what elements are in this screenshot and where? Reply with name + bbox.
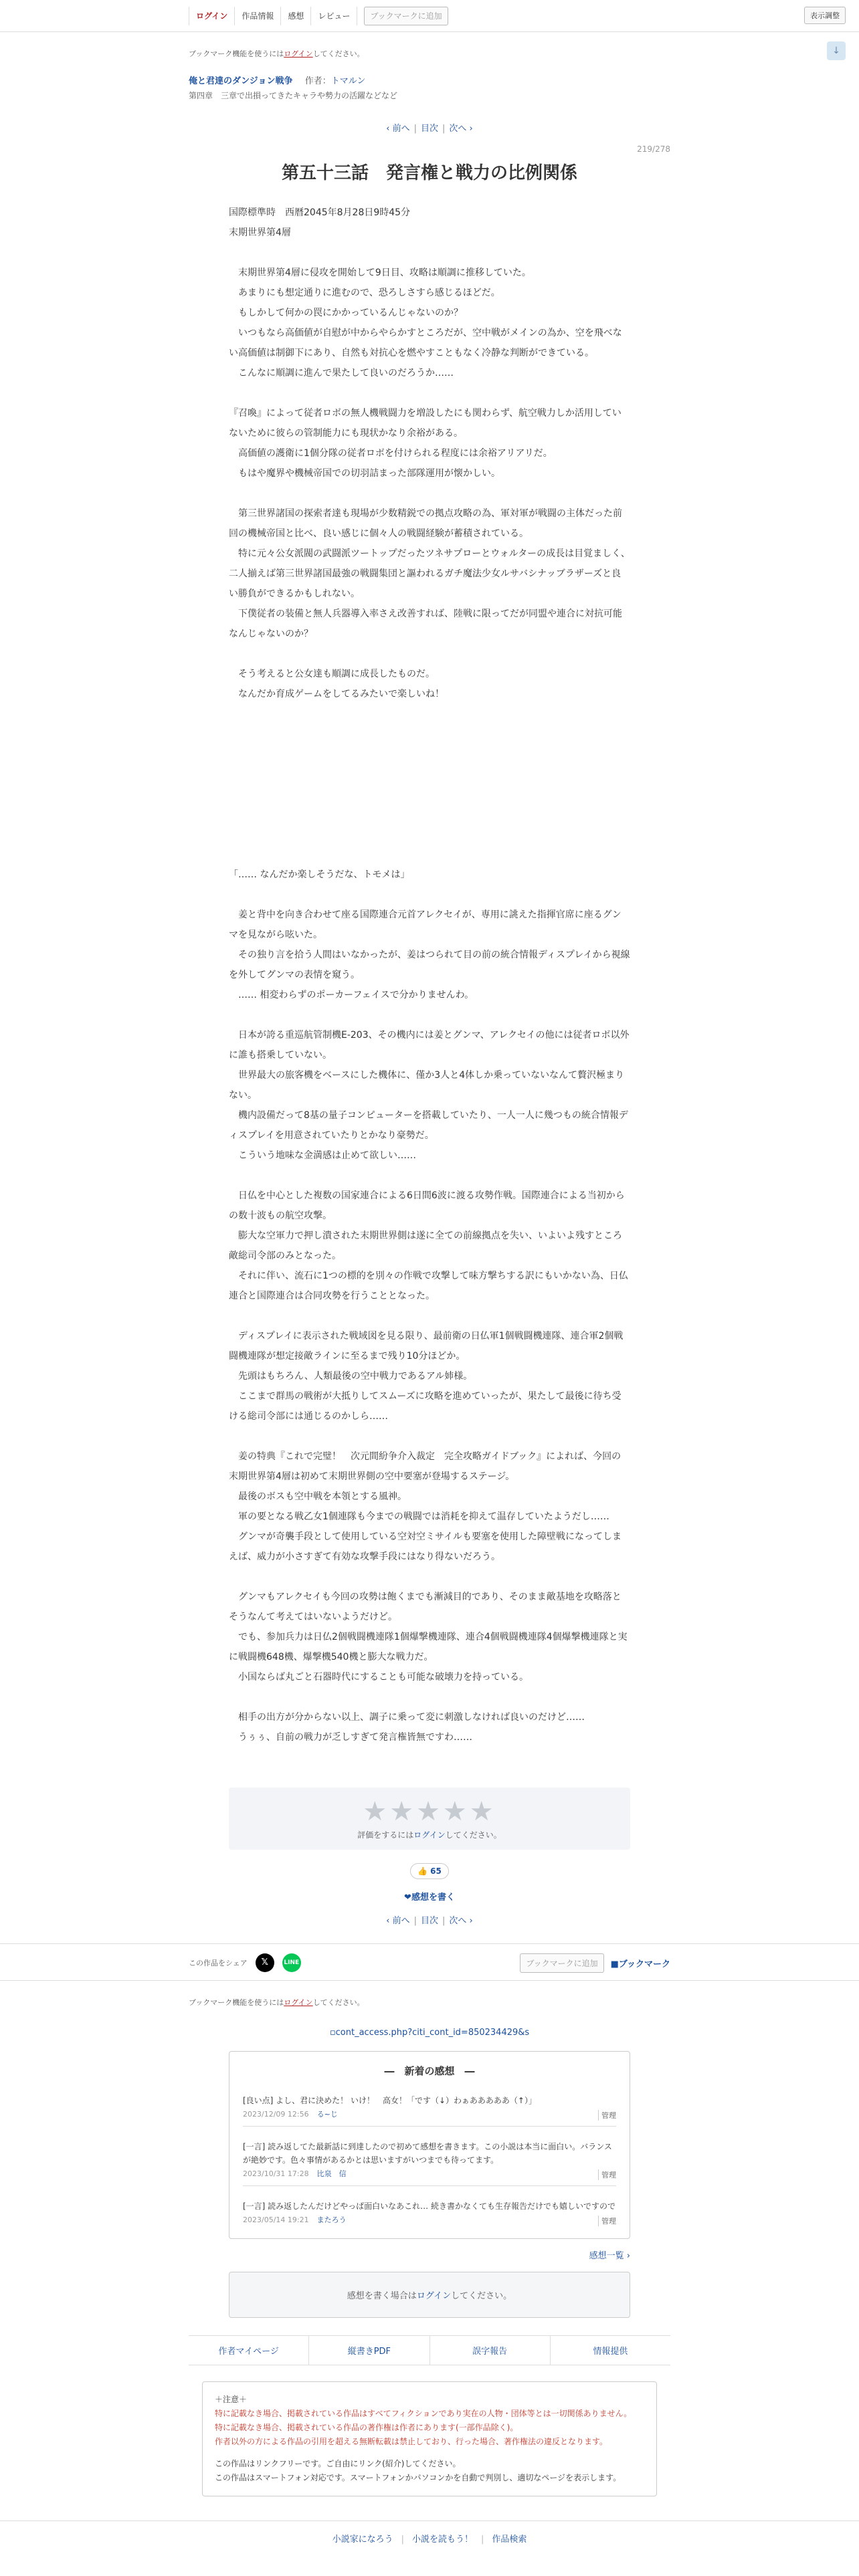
impression-manage-button[interactable]: 管理 xyxy=(598,2169,616,2180)
impressions-list-link[interactable]: 感想一覧 › xyxy=(589,2251,630,2261)
impression-item xyxy=(243,2136,616,2186)
body-paragraph: 末期世界第4層に侵攻を開始して9日目、攻略は順調に推移していた。 xyxy=(229,267,531,278)
novel-body xyxy=(229,203,630,1747)
body-paragraph: 機内設備だって8基の量子コンピューターを搭載していたり、一人一人に幾つもの統合情報ディスプレイを用意されていたりとかなり豪勢だ。 xyxy=(229,1110,628,1141)
body-paragraph xyxy=(229,704,630,724)
body-paragraph: 下僕従者の装備と無人兵器導入率さえ改善すれば、陸戦に限ってだが同盟や連合に対抗可能なんじゃないのか？ xyxy=(229,609,622,639)
like-button[interactable] xyxy=(410,1863,449,1879)
body-paragraph xyxy=(229,744,630,764)
vertical-pdf-link[interactable]: 縦書きPDF xyxy=(309,2336,430,2365)
impression-user-link[interactable]: またろう xyxy=(316,2216,347,2224)
body-paragraph: 膨大な空軍力で押し潰された末期世界側は遂に全ての前線拠点を失い、いよいよ残すところ敵総司令部のみとなった。 xyxy=(229,1230,622,1261)
bookmark-login-link-bottom[interactable]: ログイン xyxy=(284,1998,313,2007)
display-settings-button[interactable]: 表示調整 xyxy=(804,7,846,24)
series-title-link[interactable]: 俺と君達のダンジョン戦争 xyxy=(189,76,293,86)
rating-login-link[interactable]: ログイン xyxy=(413,1830,446,1840)
body-paragraph: 日仏を中心とした複数の国家連合による6日間6波に渡る攻勢作戦。国際連合による当初からの数十波もの航空攻撃。 xyxy=(229,1190,625,1221)
toc-link[interactable]: 目次 xyxy=(420,124,438,134)
impressions-link[interactable]: 感想 xyxy=(281,7,311,25)
author-label: 作者： xyxy=(304,76,331,86)
body-paragraph: 国際標準時 西暦2045年8月28日9時45分 xyxy=(229,207,411,218)
body-paragraph xyxy=(229,1166,630,1186)
body-paragraph xyxy=(229,1687,630,1707)
impression-meta xyxy=(243,2214,616,2225)
write-impression-link[interactable]: ❤感想を書く xyxy=(404,1893,455,1903)
author-mypage-link[interactable]: 作者マイページ xyxy=(189,2336,309,2365)
impressions-box xyxy=(229,2051,630,2239)
body-paragraph: グンマが奇襲手段として使用している空対空ミサイルも要塞を使用した障壁戦になってしまえば、威力が小さすぎて有効な攻撃手段にはなり得ないだろう。 xyxy=(229,1531,622,1562)
impression-item xyxy=(243,2090,616,2127)
line-share-icon[interactable]: LINE xyxy=(282,1953,301,1972)
body-paragraph xyxy=(229,1426,630,1446)
add-bookmark-button-bottom[interactable]: ブックマークに追加 xyxy=(520,1953,603,1973)
impression-date: 2023/12/09 12:56 xyxy=(243,2110,309,2119)
footer-link-search[interactable]: 作品検索 xyxy=(492,2535,527,2545)
body-paragraph: 高価値の護衛に1個分隊の従者ロボを付けられる程度には余裕アリアリだ。 xyxy=(229,448,553,459)
body-paragraph: …… 相変わらずのポーカーフェイスで分かりませんわ。 xyxy=(229,990,474,1000)
caution-line-2: 特に記載なき場合、掲載されている作品の著作権は作者にあります(一部作品除く)。 xyxy=(215,2423,518,2432)
body-paragraph: もしかして何かの罠にかかっているんじゃないのか？ xyxy=(229,308,463,318)
like-area xyxy=(0,1863,859,1879)
bookmark-note-tail: してください。 xyxy=(312,49,365,58)
body-paragraph: そう考えると公女達も順調に成長したものだ。 xyxy=(229,669,435,679)
bookmark-login-link[interactable]: ログイン xyxy=(284,49,313,58)
impression-manage-button[interactable]: 管理 xyxy=(598,2216,616,2226)
bookmark-note-bottom xyxy=(189,1997,670,2008)
body-paragraph xyxy=(229,1306,630,1326)
caution-line-1: 特に記載なき場合、掲載されている作品はすべてフィクションであり実在の人物・団体等とは一切関係ありません。 xyxy=(215,2409,632,2418)
body-paragraph: 姜の特典『これで完璧！ 次元間紛争介入裁定 完全攻略ガイドブック』によれば、今回の末期世界第4層は初めて末期世界側の空中要塞が登場するステージ。 xyxy=(229,1451,622,1482)
body-paragraph: こんなに順調に進んで果たして良いのだろうか…… xyxy=(229,368,454,379)
body-paragraph: うぅぅ、自前の戦力が乏しすぎて発言権皆無ですわ…… xyxy=(229,1732,472,1743)
body-paragraph: グンマもアレクセイも今回の攻勢は飽くまでも漸減目的であり、そのまま敵基地を攻略落とそうなんて考えてはいないようだけど。 xyxy=(229,1592,622,1622)
like-count: 65 xyxy=(430,1866,442,1876)
bookmark-note xyxy=(189,48,670,59)
impression-item xyxy=(243,2195,616,2232)
image-alt-text: cont_access.php?citi_cont_id=850234429&s xyxy=(335,2028,530,2038)
impression-date: 2023/05/14 19:21 xyxy=(243,2216,309,2224)
body-paragraph: こういう地味な金満感は止めて欲しい…… xyxy=(229,1150,416,1161)
body-paragraph: 日本が誇る重巡航管制機E-203、その機内には姜とグンマ、アレクセイの他には従者ロボ以外に誰も搭乗していない。 xyxy=(229,1030,630,1061)
impression-text: [一言] 読み返してた最新話に到達したので初めて感想を書きます。この小説は本当に面白い。バランスが絶妙です。色々事情があるかとは思いますがいつまでも待ってます。 xyxy=(243,2142,612,2165)
toc-link-bottom[interactable]: 目次 xyxy=(420,1916,438,1926)
body-paragraph xyxy=(229,1005,630,1025)
body-paragraph xyxy=(229,383,630,403)
lower-nav xyxy=(189,2335,670,2365)
rating-post: してください。 xyxy=(445,1830,502,1840)
body-paragraph xyxy=(229,885,630,905)
body-paragraph: 末期世界第4層 xyxy=(229,227,291,238)
caution-box xyxy=(202,2381,657,2496)
body-paragraph: 小国ならば丸ごと石器時代にすることも可能な破壊力を持っている。 xyxy=(229,1672,529,1683)
body-paragraph xyxy=(229,243,630,263)
impression-meta xyxy=(243,2168,616,2179)
body-paragraph xyxy=(229,724,630,744)
write-box-post: してください。 xyxy=(451,2291,512,2301)
body-paragraph: 最後のボスも空中戦を本領とする風神。 xyxy=(229,1491,407,1502)
impression-meta xyxy=(243,2109,616,2119)
write-impression-box xyxy=(229,2272,630,2318)
chapter-title: 第四章 三章で出損ってきたキャラや勢力の活躍などなど xyxy=(189,91,398,100)
body-paragraph: あまりにも想定通りに進むので、恐ろしさすら感じるほどだ。 xyxy=(229,288,500,298)
share-bar xyxy=(0,1943,859,1981)
review-link[interactable]: レビュー xyxy=(311,7,357,25)
footer-link-narou[interactable]: 小説家になろう xyxy=(332,2535,393,2545)
caution-line-5: この作品はスマートフォン対応です。スマートフォンかパソコンかを自動で判別し、適切なページを表示します。 xyxy=(215,2473,622,2482)
info-report-link[interactable]: 情報提供 xyxy=(593,2347,628,2357)
body-paragraph: ここまで群馬の戦術が大抵りしてスムーズに攻略を進めていったが、果たして最後に待ち受ける総司令部には通じるのかしら…… xyxy=(229,1391,622,1422)
caution-line-4: この作品はリンクフリーです。ご自由にリンク(紹介)してください。 xyxy=(215,2459,461,2468)
write-box-pre: 感想を書く場合は xyxy=(347,2291,417,2301)
body-paragraph: 世界最大の旅客機をベースにした機体に、僅か3人と4体しか乗っていないなんて贅沢極まりない。 xyxy=(229,1070,625,1101)
prev-link-bottom[interactable]: ‹ 前へ xyxy=(386,1916,410,1926)
body-paragraph: 相手の出方が分からない以上、調子に乗って変に刺激しなければ良いのだけど…… xyxy=(229,1712,585,1723)
write-box-login-link[interactable]: ログイン xyxy=(416,2291,452,2301)
pager-top: ‹ 前へ | 目次 | 次へ › xyxy=(386,124,473,134)
bookmark-note-text-bottom: ブックマーク機能を使うには xyxy=(189,1998,284,2007)
body-paragraph xyxy=(229,484,630,504)
rating-box xyxy=(229,1788,630,1850)
bookmark-note-text: ブックマーク機能を使うには xyxy=(189,49,284,58)
caution-title: ＋注意＋ xyxy=(215,2395,248,2404)
body-paragraph: でも、参加兵力は日仏2個戦闘機連隊1個爆撃機連隊、連合4個戦闘機連隊4個爆撃機連隊と実に戦闘機648機、爆撃機540機と膨大な戦力だ。 xyxy=(229,1632,628,1662)
body-paragraph xyxy=(229,644,630,664)
body-paragraph: 特に元々公女派閥の武闘派ツートップだったツネサプローとウォルターの成長は目覚ましく、二人揃えば第三世界諸国最強の戦闘集団と謳われるガチ魔法少女ルサバシナッブラザーズと良い勝負ができるかもしれない。 xyxy=(229,548,630,599)
rating-text xyxy=(229,1829,630,1840)
bookmark-link[interactable]: ■ブックマーク xyxy=(610,1959,670,1969)
site-header xyxy=(0,0,859,32)
impression-text: [一言] 読み返したんだけどやっぱ面白いなあこれ… 続き書かなくても生存報告だけでも嬉しいですので xyxy=(243,2202,615,2211)
login-link[interactable]: ログイン xyxy=(189,7,235,25)
body-paragraph: もはや魔界や機械帝国での切羽詰まった部隊運用が懐かしい。 xyxy=(229,468,500,479)
typo-report-link[interactable]: 誤字報告 xyxy=(430,2336,551,2365)
rating-pre: 評価をするには xyxy=(357,1830,414,1840)
page-scroll-icon[interactable]: ↓ xyxy=(827,41,846,60)
author-link[interactable]: トマルン xyxy=(330,76,366,86)
add-bookmark-button[interactable]: ブックマークに追加 xyxy=(364,7,448,25)
body-paragraph xyxy=(229,784,630,804)
next-link[interactable]: 次へ › xyxy=(449,124,473,134)
body-paragraph: 軍の要となる戦乙女1個連隊も今までの戦闘では消耗を抑えて温存していたようだし…… xyxy=(229,1511,609,1522)
body-paragraph: なんだか育成ゲームをしてるみたいで楽しいね！ xyxy=(229,689,444,700)
body-paragraph xyxy=(229,825,630,845)
body-paragraph: 「…… なんだか楽しそうだな、トモメは」 xyxy=(229,869,410,880)
body-paragraph: 先頭はもちろん、人類最後の空中戦力であるアル姉様。 xyxy=(229,1371,473,1382)
body-paragraph: ディスプレイに表示された戦域図を見る限り、最前衛の日仏軍1個戦闘機連隊、連合軍2個戦闘機連隊が想定接敵ラインに至るまで残り10分ほどか。 xyxy=(229,1331,624,1362)
impression-user-link[interactable]: 比泉 信 xyxy=(316,2169,347,2178)
impressions-heading: ― 新着の感想 ― xyxy=(384,2065,475,2077)
body-paragraph: 『召喚』によって従者ロボの無人機戦闘力を増設したにも関わらず、航空戦力しか活用していないために彼らの管制能力にも現状かなり余裕がある。 xyxy=(229,408,622,439)
body-paragraph xyxy=(229,845,630,865)
impression-text: [良い点] よし、君に決めた！ いけ！ 高女！「です（↓）わぁあああああ（↑）」 xyxy=(243,2096,537,2105)
rating-stars[interactable]: ★★★★★ xyxy=(363,1796,496,1827)
impression-date: 2023/10/31 17:28 xyxy=(243,2169,309,2178)
body-paragraph: 第三世界諸国の探索者達も現場が少数精鋭での拠点攻略の為、軍対軍が戦闘の主体だった前回の機械帝国と比べ、良い感じに個々人の戦闘経験が蓄積されている。 xyxy=(229,508,622,539)
x-share-icon[interactable]: 𝕏 xyxy=(256,1953,274,1972)
impression-user-link[interactable]: る~じ xyxy=(316,2110,338,2119)
body-paragraph: 姜と背中を向き合わせて座る国際連合元首アレクセイが、専用に誂えた指揮官席に座るグンマを見ながら呟いた。 xyxy=(229,909,622,940)
footer-link-yomou[interactable]: 小説を読もう！ xyxy=(411,2535,473,2545)
impression-manage-button[interactable]: 管理 xyxy=(598,2110,616,2121)
body-paragraph xyxy=(229,804,630,825)
body-paragraph xyxy=(229,764,630,784)
body-paragraph: その独り言を拾う人間はいなかったが、姜はつられて目の前の統合情報ディスプレイから視線を外してグンマの表情を窺う。 xyxy=(229,950,630,980)
site-footer: 小説家になろう | 小説を読もう！ | 作品検索 xyxy=(0,2520,859,2555)
thumbs-up-icon: 👍 xyxy=(417,1866,428,1876)
page-count: 219/278 xyxy=(637,144,670,154)
access-image-placeholder: ▫cont_access.php?citi_cont_id=850234429&s xyxy=(329,2028,530,2038)
caution-line-3: 作者以外の方による作品の引用を超える無断転載は禁止しており、行った場合、著作権法の違反となります。 xyxy=(215,2437,608,2446)
episode-title: 第五十三話 発言権と戦力の比例関係 xyxy=(281,163,577,183)
main-content xyxy=(189,48,670,184)
bookmark-note-tail-bottom: してください。 xyxy=(312,1998,365,2007)
body-paragraph xyxy=(229,1567,630,1587)
body-paragraph: それに伴い、流石に1つの標的を別々の作戦で攻撃して味方撃ちする訳にもいかない為、日仏連合と国際連合は合同攻勢を行うこととなった。 xyxy=(229,1271,628,1301)
next-link-bottom[interactable]: 次へ › xyxy=(449,1916,473,1926)
pager-bottom: ‹ 前へ | 目次 | 次へ › xyxy=(386,1916,473,1926)
share-label: この作品をシェア xyxy=(189,1959,248,1967)
work-info-link[interactable]: 作品情報 xyxy=(235,7,281,25)
prev-link[interactable]: ‹ 前へ xyxy=(386,124,410,134)
body-paragraph: いつもなら高価値が自慰が中からやらかすところだが、空中戦がメインの為か、空を飛べない高価値は制御下にあり、自然も対抗心を燃やすこともなく冷静な判断ができている。 xyxy=(229,328,622,358)
series-info xyxy=(189,74,670,101)
